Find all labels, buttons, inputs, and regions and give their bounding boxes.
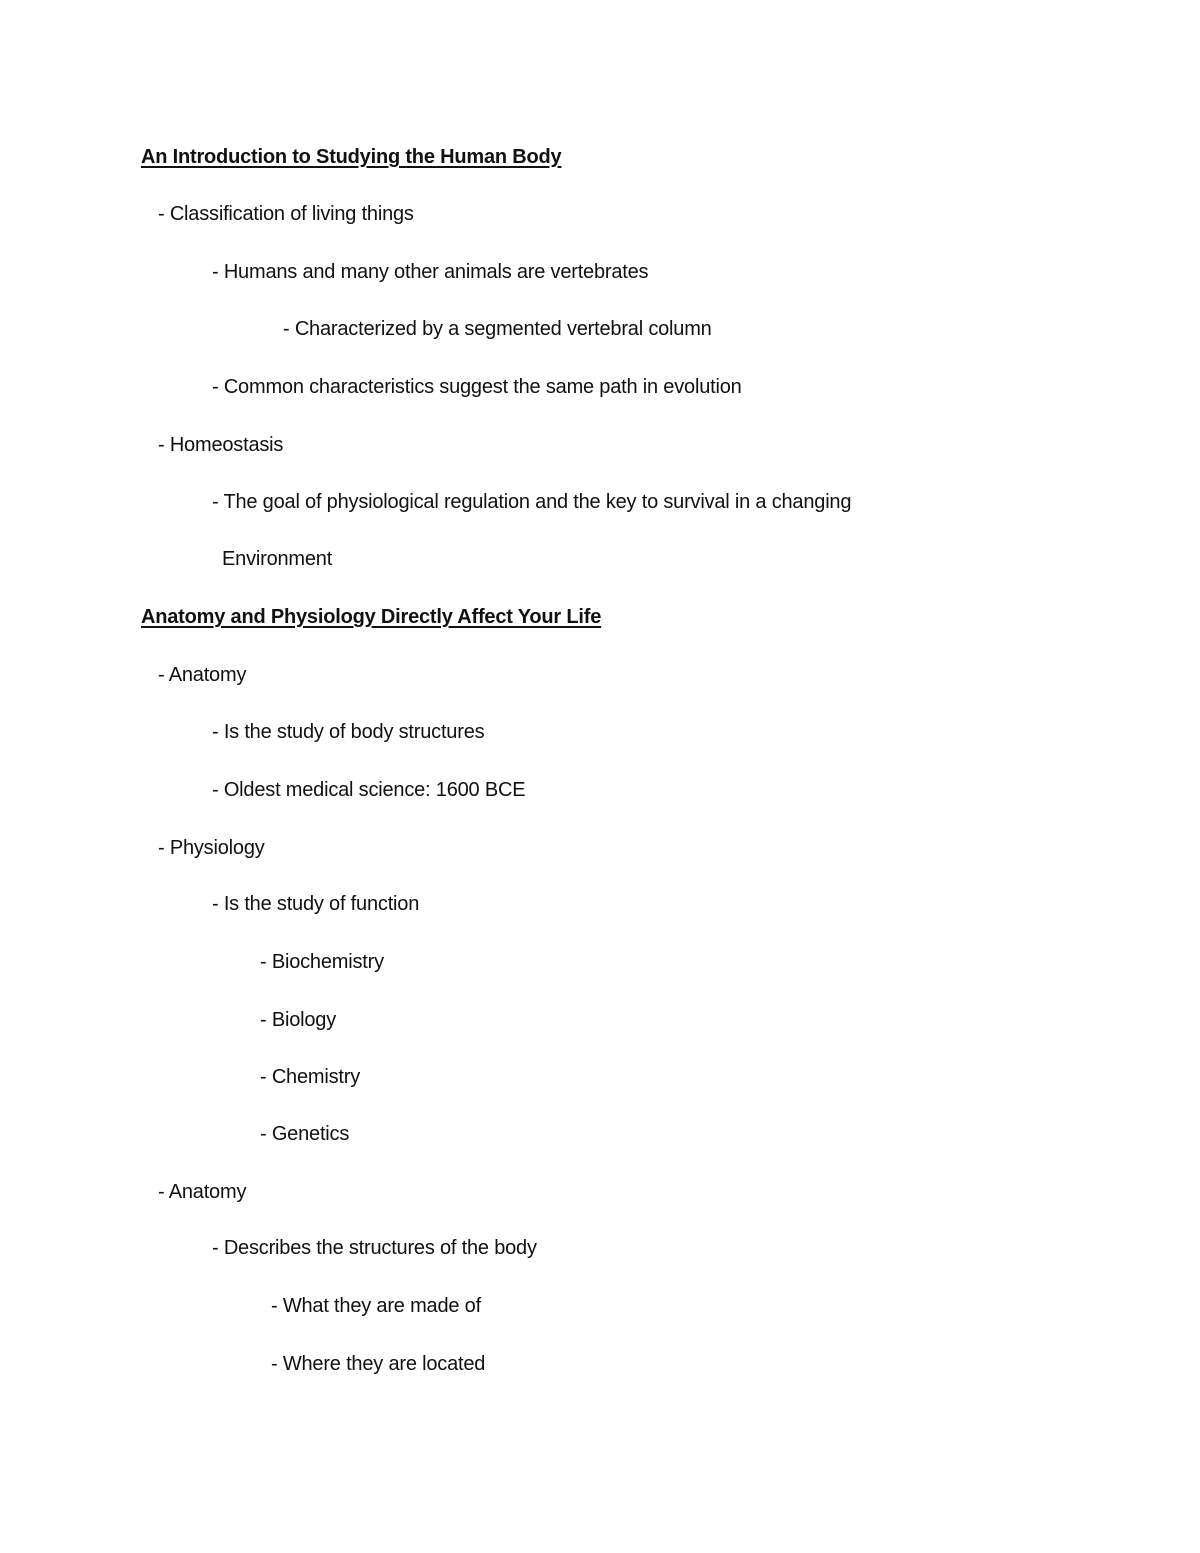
section-heading-anatomy-physiology: Anatomy and Physiology Directly Affect Your Life [141, 606, 602, 628]
bullet-body-structures: - Is the study of body structures [212, 721, 485, 743]
bullet-biology: - Biology [260, 1009, 337, 1031]
bullet-homeostasis-goal-continued: Environment [222, 548, 333, 570]
bullet-oldest-medical-science: - Oldest medical science: 1600 BCE [212, 779, 526, 801]
bullet-chemistry: - Chemistry [260, 1066, 361, 1088]
bullet-located: - Where they are located [271, 1353, 486, 1375]
bullet-common-characteristics: - Common characteristics suggest the same path in evolution [212, 376, 742, 398]
bullet-made-of: - What they are made of [271, 1295, 481, 1317]
bullet-homeostasis: - Homeostasis [158, 434, 284, 456]
bullet-physiology: - Physiology [158, 837, 265, 859]
bullet-anatomy-second: - Anatomy [158, 1181, 247, 1203]
bullet-biochemistry: - Biochemistry [260, 951, 384, 973]
bullet-study-of-function: - Is the study of function [212, 893, 420, 915]
bullet-homeostasis-goal: - The goal of physiological regulation and the key to survival in a changing [212, 491, 852, 513]
bullet-vertebral-column: - Characterized by a segmented vertebral column [283, 318, 712, 340]
section-heading-introduction: An Introduction to Studying the Human Body [141, 146, 562, 168]
bullet-anatomy: - Anatomy [158, 664, 247, 686]
bullet-vertebrates: - Humans and many other animals are vertebrates [212, 261, 649, 283]
bullet-describes-structures: - Describes the structures of the body [212, 1237, 537, 1259]
bullet-genetics: - Genetics [260, 1123, 350, 1145]
bullet-classification: - Classification of living things [158, 203, 414, 225]
